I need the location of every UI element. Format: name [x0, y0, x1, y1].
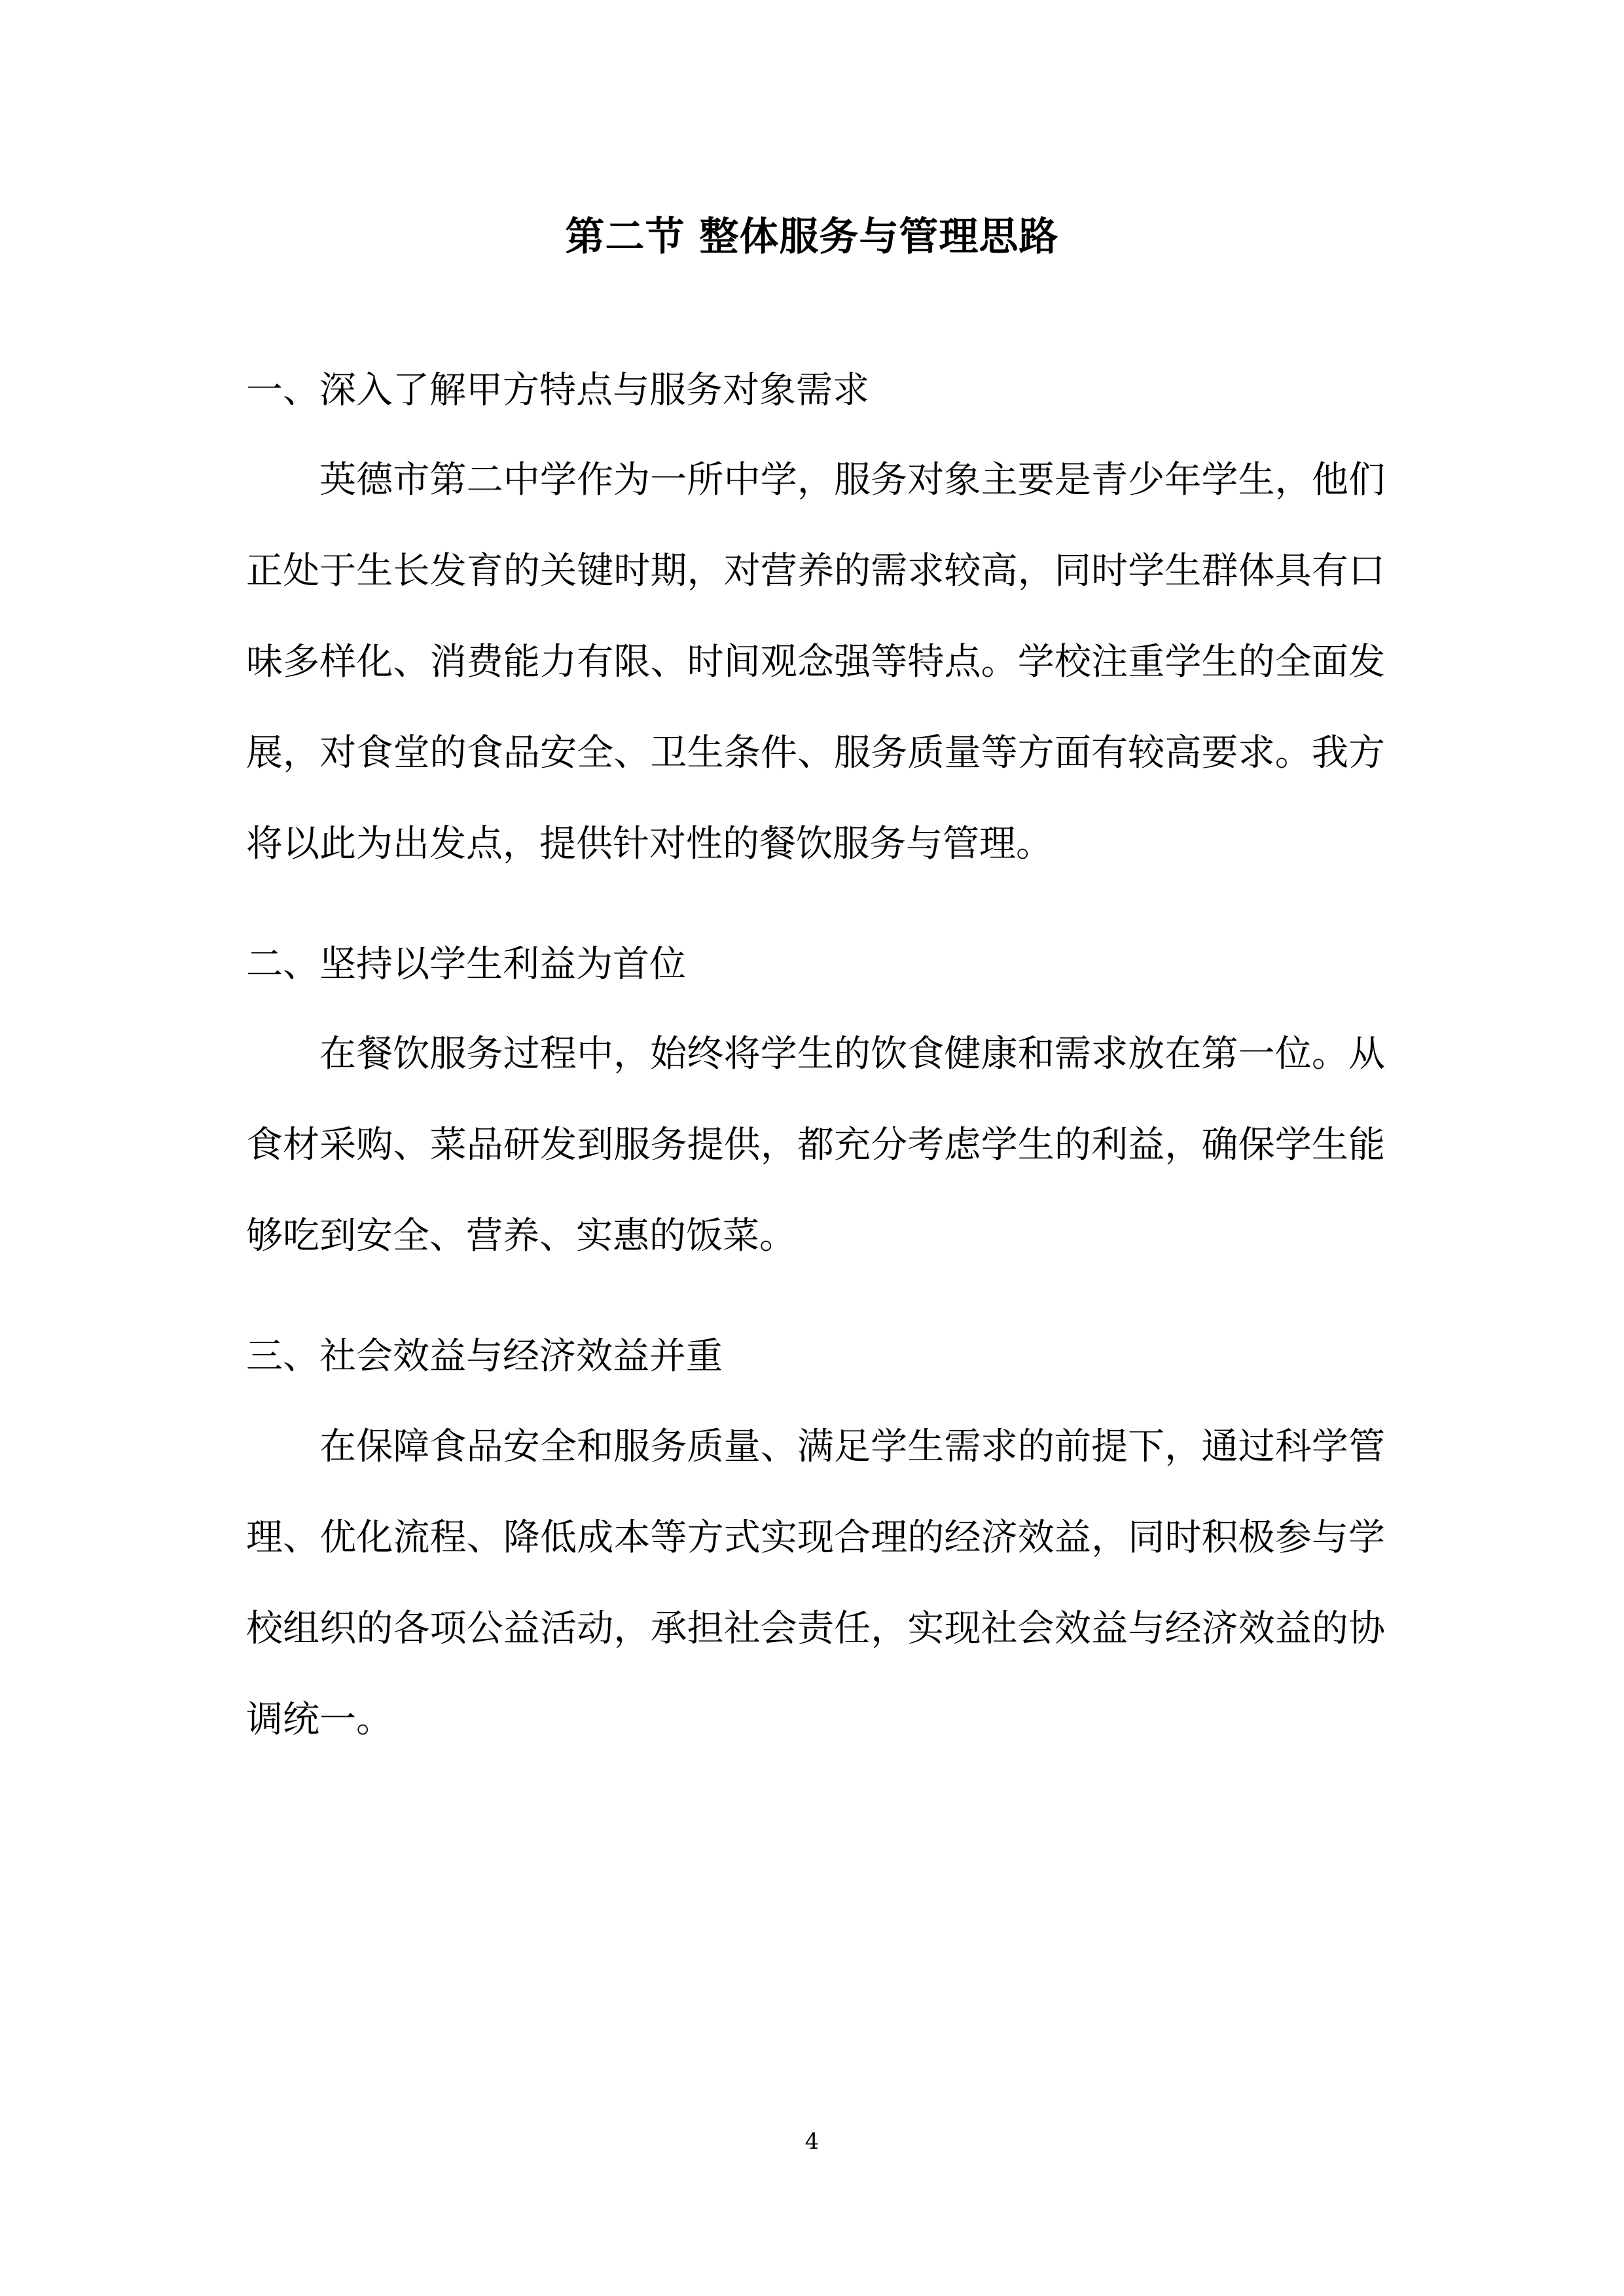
section-heading: 二、坚持以学生利益为首位	[246, 943, 686, 986]
section-paragraph: 在保障食品安全和服务质量、满足学生需求的前提下，通过科学管理、优化流程、降低成本等方式实现合理的经济效益，同时积极参与学校组织的各项公益活动，承担社会责任，实现社会效益与经济效益的协调统一。	[246, 1426, 1385, 1741]
page-title: 第二节 整体服务与管理思路	[565, 214, 1059, 260]
section-paragraph: 在餐饮服务过程中，始终将学生的饮食健康和需求放在第一位。从食材采购、菜品研发到服务提供，都充分考虑学生的利益，确保学生能够吃到安全、营养、实惠的饭菜。	[246, 1033, 1385, 1257]
section-heading: 一、深入了解甲方特点与服务对象需求	[246, 369, 869, 412]
page-number: 4	[804, 2128, 820, 2155]
section-heading: 三、社会效益与经济效益并重	[246, 1335, 723, 1378]
section-paragraph: 英德市第二中学作为一所中学，服务对象主要是青少年学生，他们正处于生长发育的关键时期，对营养的需求较高，同时学生群体具有口味多样化、消费能力有限、时间观念强等特点。学校注重学生的全面发展，对食堂的食品安全、卫生条件、服务质量等方面有较高要求。我方将以此为出发点，提供针对性的餐饮服务与管理。	[246, 459, 1385, 865]
